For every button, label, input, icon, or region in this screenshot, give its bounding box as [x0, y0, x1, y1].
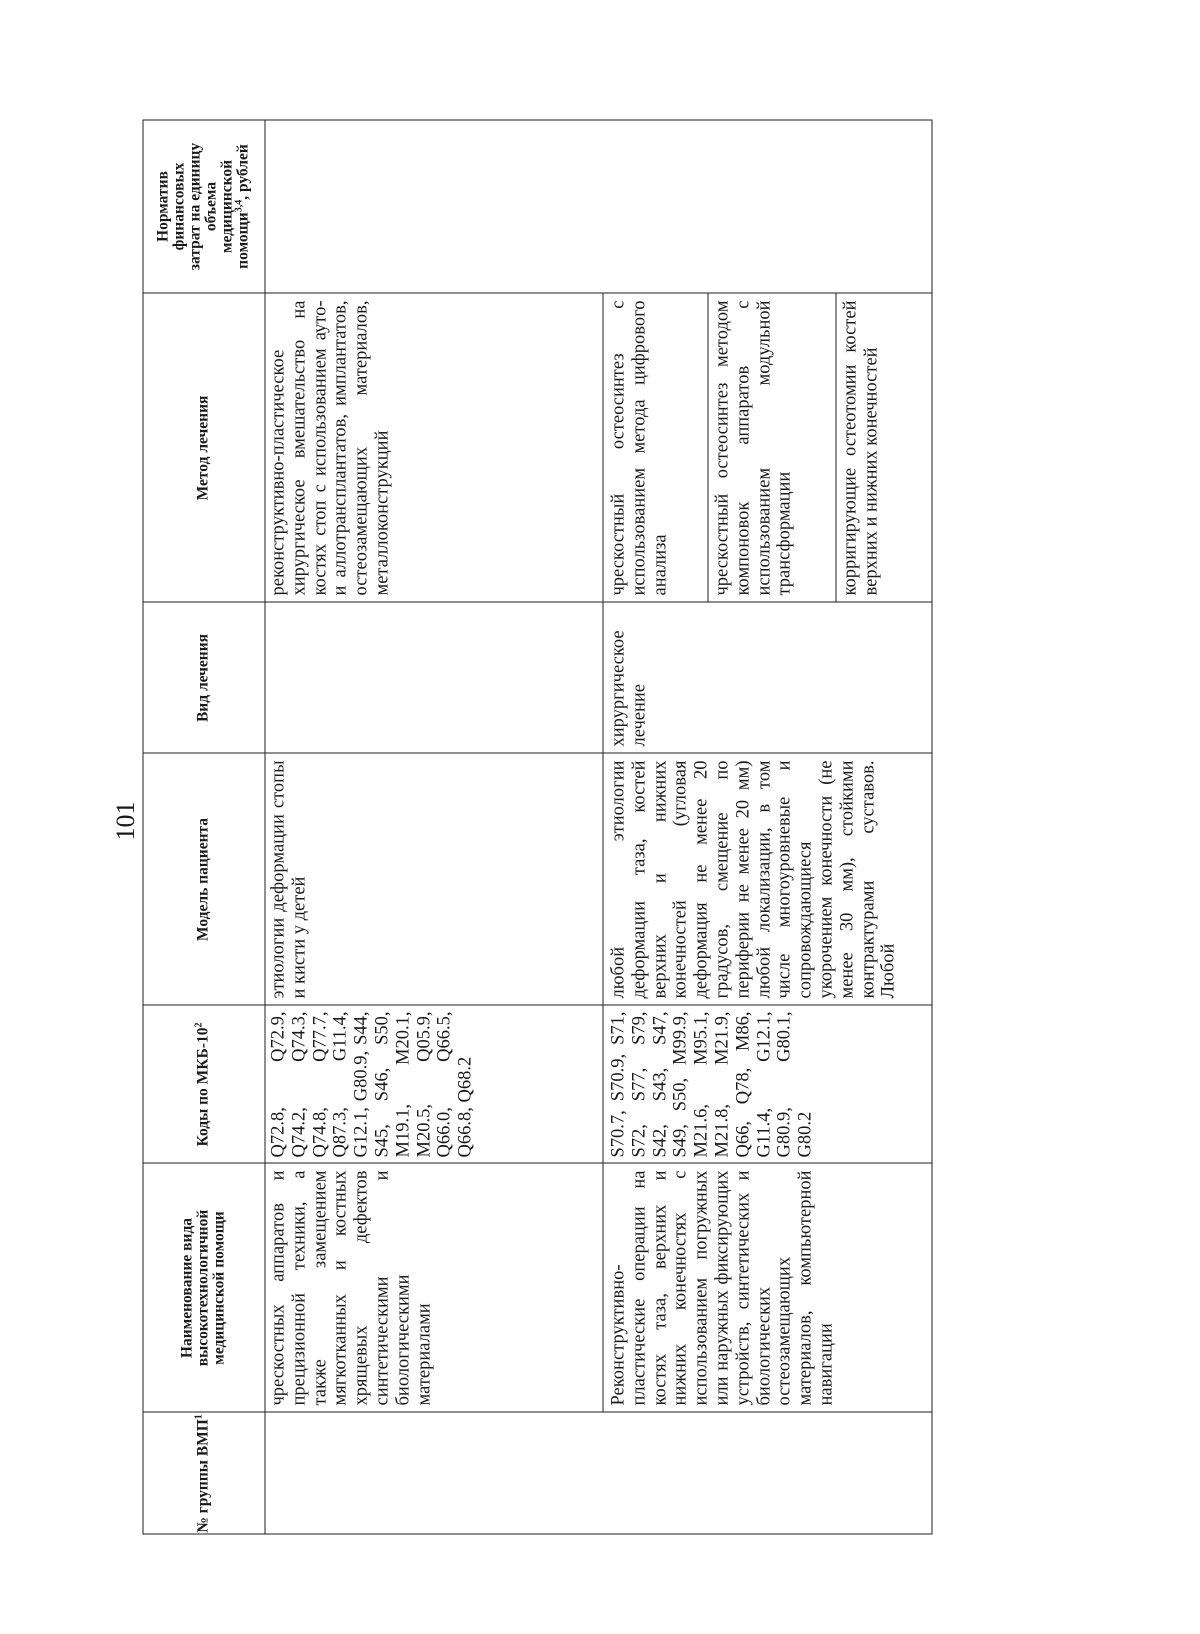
block2-name: Реконструктивно-пластические операции на костях таза, верхних и нижних конечностях с использованием погружных или наружных фиксирующих устройств, синтетических и биологических остеозамещающих материалов, компьютерной навигации	[608, 1170, 837, 1406]
header-model: Модель пациента	[194, 817, 212, 942]
header-name: Наименование вида высокотехнологичной медицинской помощи	[178, 1209, 228, 1367]
header-cost: Норматив финансовых затрат на единицу объема медицинской помощи$^{3,4}$, рублей	[154, 142, 252, 271]
block2-method-1: чрескостный остеосинтез с использованием метода цифрового анализа	[608, 300, 671, 596]
method-divider	[836, 294, 837, 603]
header-codes: Коды по МКБ-$10^2$	[193, 1022, 212, 1147]
block2-method-2: чрескостный остеосинтез методом компоновок аппаратов с использованием модульной трансформации	[712, 300, 795, 596]
header-group: № группы ВМП$^1$	[193, 1414, 212, 1533]
block2-codes: S70.7, S70.9, S71, S72, S77, S79, S42, S43, S47, S49, S50, M99.9, M21.6, M95.1, M21.8, M21.9, Q66, Q78, M86, G11.4, G12.1, G80.9, G80.1, G80.2	[608, 1011, 816, 1158]
row-divider	[603, 294, 604, 1413]
method-divider	[708, 294, 709, 603]
header-type: Вид лечения	[194, 633, 212, 723]
block2-type: хирургическое лечение	[608, 630, 650, 747]
block1-name: чрескостных аппаратов и прецизионной техники, а также замещением мягкотканных и костных хрящевых дефектов синтетическими и биологическими материалами	[268, 1170, 435, 1406]
block1-method: реконструктивно-пластическое хирургическое вмешательство на костях стоп с использованием ауто- и аллотрансплантатов, имплантатов, остеозамещающих материалов, металлоконструкций	[268, 300, 393, 596]
header-divider	[265, 120, 266, 1535]
page-number: 101	[111, 801, 140, 841]
block1-codes: Q72.8, Q72.9, Q74.2, Q74.3, Q74.8, Q77.7, Q87.3, G11.4, G12.1, G80.9, S44, S45, S46, S50, M19.1, M20.1, M20.5, Q05.9, Q66.0, Q66.5, Q66.8, Q68.2	[268, 1011, 476, 1158]
block2-model: любой этиологии деформации таза, костей верхних и нижних конечностей (угловая деформация не менее 20 градусов, смещение по периферии не менее 20 мм) любой локализации, в том числе многоуровневые и сопровождающиеся укорочением конечности (не менее 30 мм), стойкими контрактурами суставов. Любой	[608, 760, 899, 999]
table-frame	[143, 120, 933, 1535]
header-method: Метод лечения	[194, 395, 212, 501]
block1-model: этиологии деформации стопы и кисти у детей	[268, 760, 310, 999]
block2-method-3: корригирующие остеотомии костей верхних и нижних конечностей	[840, 300, 882, 596]
